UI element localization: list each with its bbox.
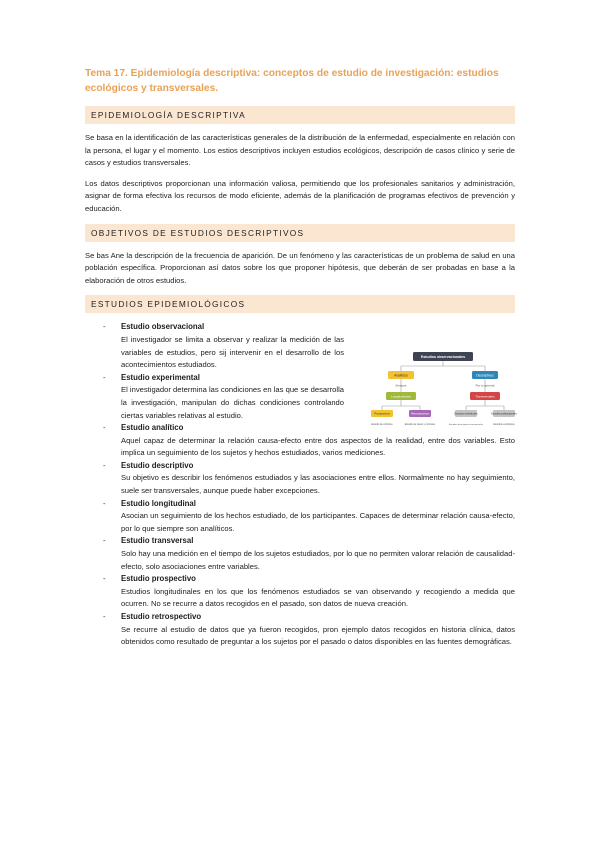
list-item: - Estudio observacional El investigador se limita a observar y realizar la medición de las variables de estudios, pero sij intervenir en el desarrollo de los acontecimientos estudiados. — [85, 321, 515, 371]
paragraph: Se basa en la identificación de las características generales de la distribución de la enfermedad, especialmente en relación con la persona, el lugar y el momento. Los estios descriptivos incluyen estudios ecológicos, descripción de casos clínico y serie de casos y estudios transversales. — [85, 133, 515, 168]
study-desc: Se recurre al estudio de datos que ya fueron recogidos, pron ejemplo datos recogidos en historia clínica, datos obtenidos como resultado de preguntar a los sujetos por el pasado o datos disponibles en las fuentes demográficas. — [121, 624, 515, 647]
page-title: Tema 17. Epidemiología descriptiva: conceptos de estudio de investigación: estudios ecológicos y transversales. — [85, 68, 499, 94]
study-term: Estudio analítico — [121, 423, 184, 433]
note-casos-controles: Estudio de casos y controles — [404, 423, 436, 426]
study-desc: Aquel capaz de determinar la relación causa-efecto entre dos aspectos de la realidad, entre dos variables. Esto implica un seguimiento de los sujetos y hechos estudiados, varios mediciones. — [121, 435, 515, 458]
node-longitudinales-label: Longitudinales — [391, 394, 411, 399]
node-poblacionales-label: Estudios poblacionales — [491, 412, 517, 416]
paragraph: Se bas Ane la descripción de la frecuencia de aparición. De un fenómeno y las características de un problema de salud en una población específica. Proporcionan así datos sobre los que proponer hipótesis, que deberán de ser probadas en base a la elaboración de otros estudios. — [85, 250, 515, 285]
node-prospectivos-label: Prospectivos — [374, 412, 390, 416]
note-descriptivos-transversales: Estudios descriptivos transversales — [448, 424, 484, 426]
node-siempre-label: Siempre — [395, 383, 407, 388]
list-item: - Estudio transversal Solo hay una medición en el tiempo de los sujetos estudiados, por lo que no permiten valorar relación de causalidad-efecto, solo asociaciones entre variables. — [85, 535, 515, 573]
study-term: Estudio experimental — [121, 372, 200, 382]
node-por-lo-general-label: Por lo general — [475, 383, 495, 388]
node-top-label: Estudios observacionales — [420, 355, 466, 360]
list-item: - Estudio retrospectivo Se recurre al estudio de datos que ya fueron recogidos, pron ejemplo datos recogidos en historia clínica, datos obtenidos como resultado de preguntar a los sujetos por el pasado o datos disponibles en las fuentes demográficas. — [85, 611, 515, 649]
study-desc: Solo hay una medición en el tiempo de los sujetos estudiados, por lo que no permiten valorar relación de causalidad-efecto, solo asociaciones entre variables. — [121, 549, 515, 571]
node-individuales-label: Estudios individuales — [454, 412, 478, 416]
study-desc: Estudios longitudinales en los que los fenómenos estudiados se van observando y recogiendo a medida que ocurren. No se recurre a datos recogidos en el pasado, son datos de nueva creación. — [121, 586, 515, 609]
section-heading-epidemiologia: EPIDEMIOLOGÍA DESCRIPTIVA — [85, 106, 515, 124]
node-descriptivos-label: Descriptivos — [476, 373, 494, 378]
study-term: Estudio transversal — [121, 536, 194, 546]
list-item: - Estudio longitudinal Asocian un seguimiento de los hechos estudiado, de los participantes. Capaces de determinar relación causa-efecto, por lo que siempre son analíticos. — [85, 498, 515, 536]
node-analiticos-label: Analíticos — [394, 373, 408, 378]
study-desc: Su objetivo es describir los fenómenos estudiados y las asociaciones entre ellos. Normalmente no hay seguimiento, suele ser transversales, aunque puede haber excepciones. — [121, 473, 515, 496]
study-types-diagram — [368, 344, 518, 446]
study-desc: El investigador se limita a observar y realizar la medición de las variables de estudios, pero sij intervenir en el desarrollo de los acontecimientos estudiados. — [121, 334, 344, 370]
paragraph: Los datos descriptivos proporcionan una información valiosa, permitiendo que los profesionales sanitarios y administración, asignar de forma efectiva los recursos de modo eficiente, además de la planificación de programas efectivos de prevención y educación. — [85, 178, 515, 213]
study-desc: El investigador determina las condiciones en las que se desarrolla la investigación, manipulan do dichas condiciones controlando ciertas variables relativas al estudio. — [121, 385, 344, 420]
node-retrospectivos-label: Retrospectivos — [411, 412, 429, 416]
list-item: - Estudio analítico Aquel capaz de determinar la relación causa-efecto entre dos aspectos de la realidad, entre dos variables. Esto implica un seguimiento de los sujetos y hechos estudiados, varios mediciones. — [85, 422, 515, 460]
study-term: Estudio observacional — [121, 322, 205, 332]
section-heading-objetivos: OBJETIVOS DE ESTUDIOS DESCRIPTIVOS — [85, 224, 515, 242]
study-desc: Asocian un seguimiento de los hechos estudiado, de los participantes. Capaces de determinar relación causa-efecto, por lo que siempre son analíticos. — [121, 511, 515, 533]
study-term: Estudio descriptivo — [121, 460, 194, 470]
study-term: Estudio retrospectivo — [121, 612, 202, 621]
node-transversales-label: Transversales — [475, 394, 495, 399]
list-item: - Estudio descriptivo Su objetivo es describir los fenómenos estudiados y las asociaciones entre ellos. Normalmente no hay seguimiento, suele ser transversales, aunque puede haber excepciones. — [85, 460, 515, 498]
note-ecologicos: Estudios ecológicos — [493, 423, 515, 426]
note-cohortes: Estudio de cohortes — [371, 423, 393, 426]
section-heading-estudios: ESTUDIOS EPIDEMIOLÓGICOS — [85, 295, 515, 313]
study-term: Estudio longitudinal — [121, 498, 196, 508]
study-term: Estudio prospectivo — [121, 574, 196, 584]
list-item: - Estudio experimental El investigador determina las condiciones en las que se desarrolla la investigación, manipulan do dichas condiciones controlando ciertas variables relativas al estudio. — [85, 372, 515, 422]
document-page — [85, 66, 515, 649]
list-item: - Estudio prospectivo Estudios longitudinales en los que los fenómenos estudiados se van observando y recogiendo a medida que ocurren. No se recurre a datos recogidos en el pasado, son datos de nueva creación. — [85, 573, 515, 611]
